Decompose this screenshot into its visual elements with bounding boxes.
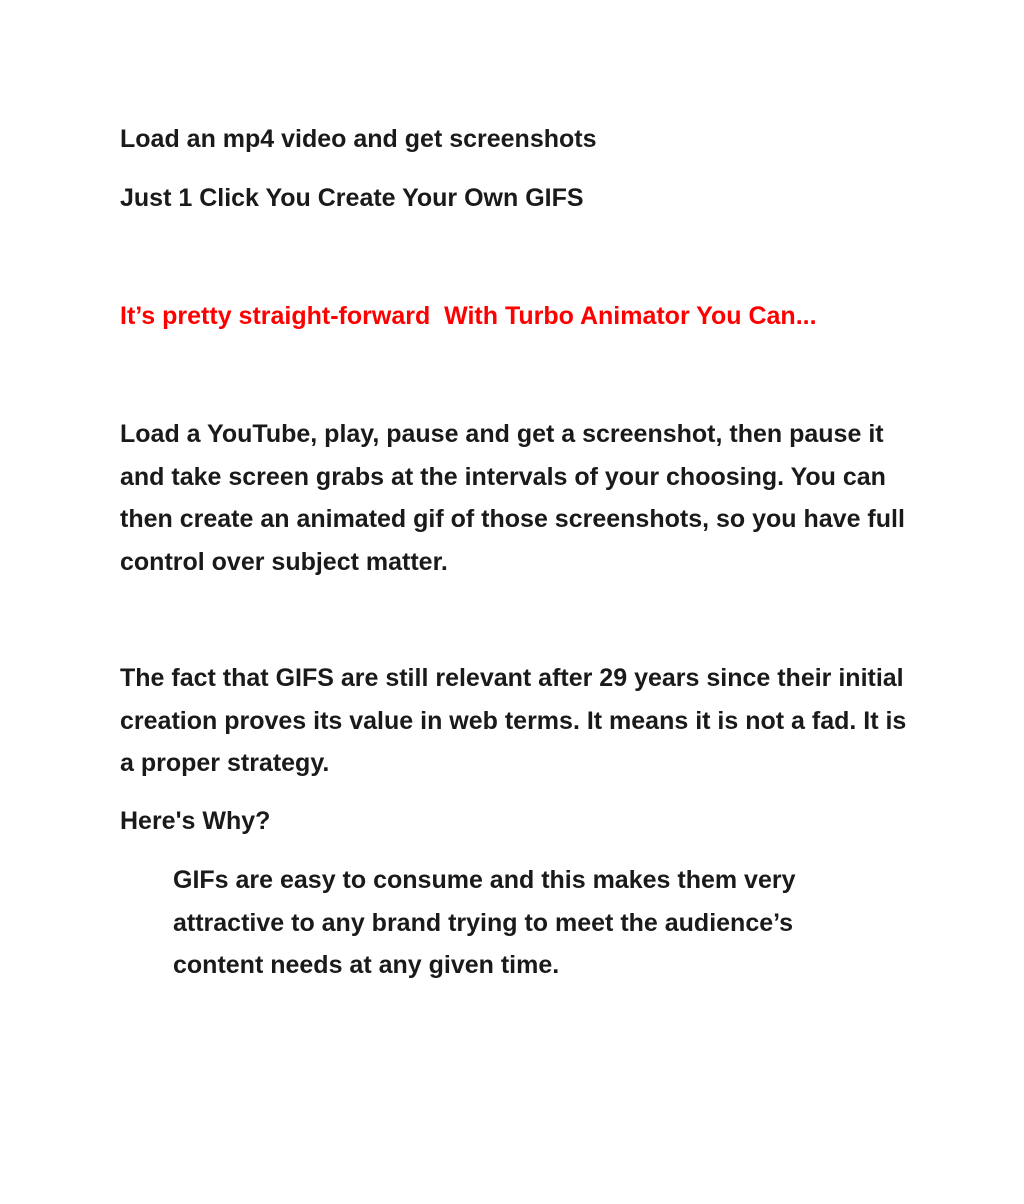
paragraph-gifs-relevant: The fact that GIFS are still relevant after 29 years since their initial creation proves its value in web terms. It means it is not a fad. It is a proper strategy.	[120, 664, 914, 777]
highlight-line: It’s pretty straight-forward With Turbo Animator You Can...	[120, 302, 817, 330]
paragraph-youtube: Load a YouTube, play, pause and get a screenshot, then pause it and take screen grabs at the intervals of your choosing. You can then create an animated gif of those screenshots, so you have full control over subject matter.	[120, 420, 912, 576]
line-one-click-gifs: Just 1 Click You Create Your Own GIFS	[120, 184, 584, 212]
indented-paragraph: GIFs are easy to consume and this makes them very attractive to any brand trying to meet the audience’s content needs at any given time.	[173, 866, 803, 979]
subheading-heres-why: Here's Why?	[120, 807, 271, 835]
line-load-mp4: Load an mp4 video and get screenshots	[120, 125, 597, 153]
